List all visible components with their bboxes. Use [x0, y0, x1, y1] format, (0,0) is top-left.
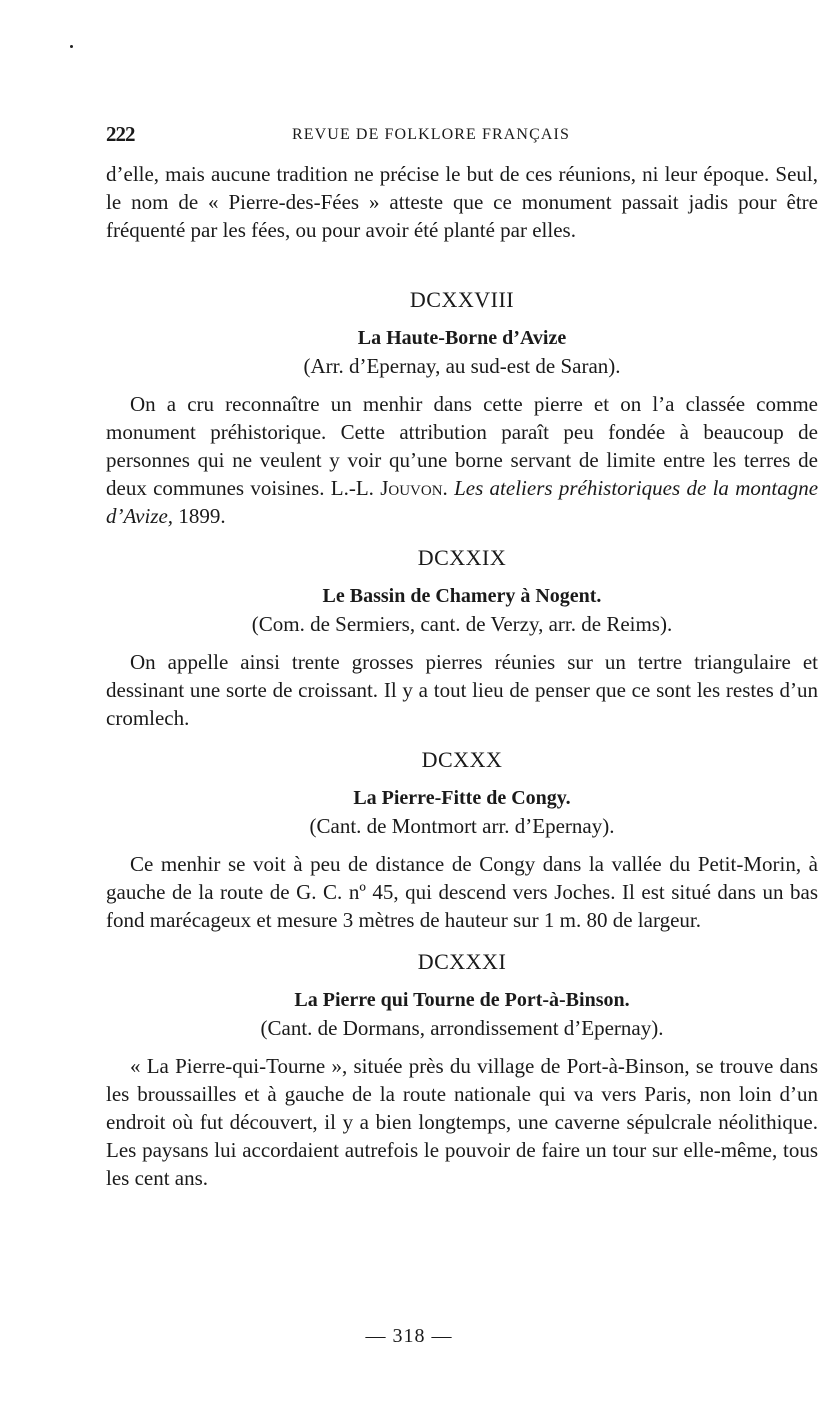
section-body — [106, 390, 818, 530]
section-location: (Cant. de Dormans, arrondissement d’Epernay). — [260, 1016, 664, 1040]
section-location: (Cant. de Montmort arr. d’Epernay). — [309, 814, 615, 838]
citation-author: L.-L. Jouvon. — [330, 476, 448, 500]
section-dcxxix — [106, 544, 818, 732]
section-body: « La Pierre-qui-Tourne », située près du village de Port-à-Binson, se trouve dans les broussailles et à gauche de la route nationale qui va vers Paris, non loin d’un endroit où fut découvert, il y a bien longtemps, une caverne sépulcrale néolithique. Les paysans lui accordaient autrefois le pouvoir de faire un tour sur elle-même, tous les cent ans. — [106, 1054, 818, 1190]
section-location: (Arr. d’Epernay, au sud-est de Saran). — [303, 354, 621, 378]
section-dcxxviii — [106, 286, 818, 530]
section-body: Ce menhir se voit à peu de distance de Congy dans la vallée du Petit-Morin, à gauche de la route de G. C. nº 45, qui descend vers Joches. Il est situé dans un bas fond marécageux et mesure 3 mètres de hauteur sur 1 m. 80 de largeur. — [106, 852, 818, 932]
section-title: Le Bassin de Chamery à Nogent. — [322, 585, 602, 607]
page-number: 222 — [106, 122, 135, 146]
section-title: La Pierre qui Tourne de Port-à-Binson. — [294, 989, 630, 1011]
section-number: DCXXXI — [417, 949, 507, 974]
running-title: REVUE DE FOLKLORE FRANÇAIS — [292, 126, 570, 143]
section-body-text: On a cru reconnaître un menhir dans cette pierre et on l’a classée comme monument préhistorique. Cette attribution paraît peu fondée à beaucoup de personnes qui ne veulent y voir qu’une borne servant de limite entre les terres de deux communes voisines. — [106, 392, 818, 500]
page-header — [106, 124, 818, 148]
section-dcxxxi — [106, 948, 818, 1192]
page-body — [106, 160, 818, 1192]
intro-paragraph: d’elle, mais aucune tradition ne précise le but de ces réunions, ni leur époque. Seul, le nom de « Pierre-des-Fées » atteste que ce monument passait jadis pour être fréquenté par les fées, ou pour avoir été planté par elles. — [106, 162, 818, 242]
citation-year: 1899. — [178, 504, 226, 528]
section-number: DCXXVIII — [409, 287, 515, 312]
specks-mark — [70, 45, 73, 48]
citation-work: Les ateliers préhistoriques de la montagne d’Avize, — [106, 476, 818, 528]
section-number: DCXXIX — [417, 545, 507, 570]
section-dcxxx — [106, 746, 818, 934]
section-number: DCXXX — [421, 747, 503, 772]
section-title: La Pierre-Fitte de Congy. — [353, 787, 571, 809]
section-location: (Com. de Sermiers, cant. de Verzy, arr. de Reims). — [251, 612, 673, 636]
section-body: On appelle ainsi trente grosses pierres réunies sur un tertre triangulaire et dessinant une sorte de croissant. Il y a tout lieu de penser que ce sont les restes d’un cromlech. — [106, 650, 818, 730]
section-title: La Haute-Borne d’Avize — [357, 327, 567, 349]
page-folio: — 318 — — [365, 1325, 453, 1347]
